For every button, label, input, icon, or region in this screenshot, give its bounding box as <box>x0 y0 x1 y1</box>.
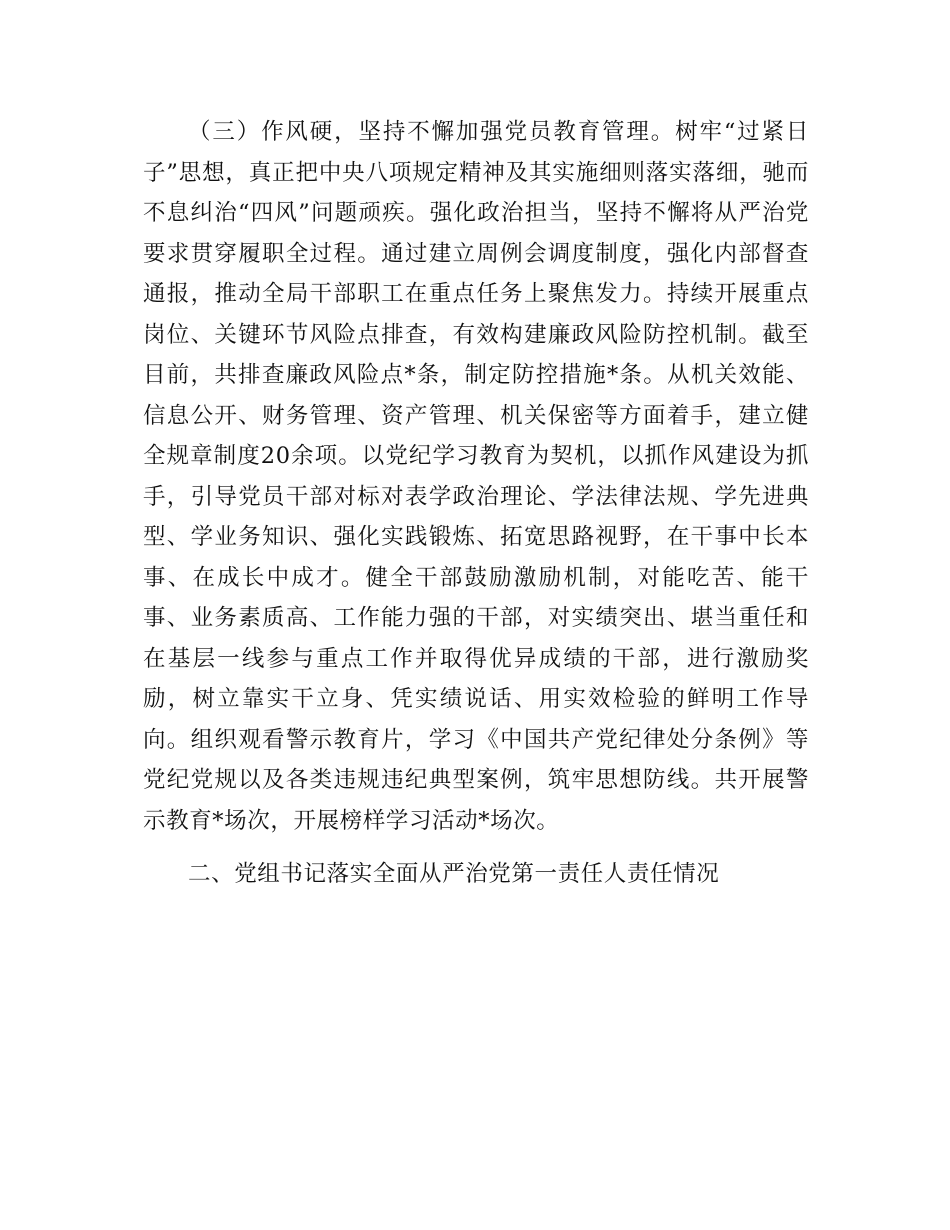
section-heading: 二、党组书记落实全面从严治党第一责任人责任情况 <box>188 861 720 887</box>
document-page <box>143 112 809 895</box>
body-paragraph: （三）作风硬，坚持不懈加强党员教育管理。树牢“过紧日子”思想，真正把中央八项规定精神及其实施细则落实落细，驰而不息纠治“四风”问题顽疾。强化政治担当，坚持不懈将从严治党要求贯穿履职全过程。通过建立周例会调度制度，强化内部督查通报，推动全局干部职工在重点任务上聚焦发力。持续开展重点岗位、关键环节风险点排查，有效构建廉政风险防控机制。截至目前，共排查廉政风险点*条，制定防控措施*条。从机关效能、信息公开、财务管理、资产管理、机关保密等方面着手，建立健全规章制度20余项。以党纪学习教育为契机，以抓作风建设为抓手，引导党员干部对标对表学政治理论、学法律法规、学先进典型、学业务知识、强化实践锻炼、拓宽思路视野，在干事中长本事、在成长中成才。健全干部鼓励激励机制，对能吃苦、能干事、业务素质高、工作能力强的干部，对实绩突出、堪当重任和在基层一线参与重点工作并取得优异成绩的干部，进行激励奖励，树立靠实干立身、凭实绩说话、用实效检验的鲜明工作导向。组织观看警示教育片，学习《中国共产党纪律处分条例》等党纪党规以及各类违规违纪典型案例，筑牢思想防线。共开展警示教育*场次，开展榜样学习活动*场次。 <box>143 119 809 834</box>
